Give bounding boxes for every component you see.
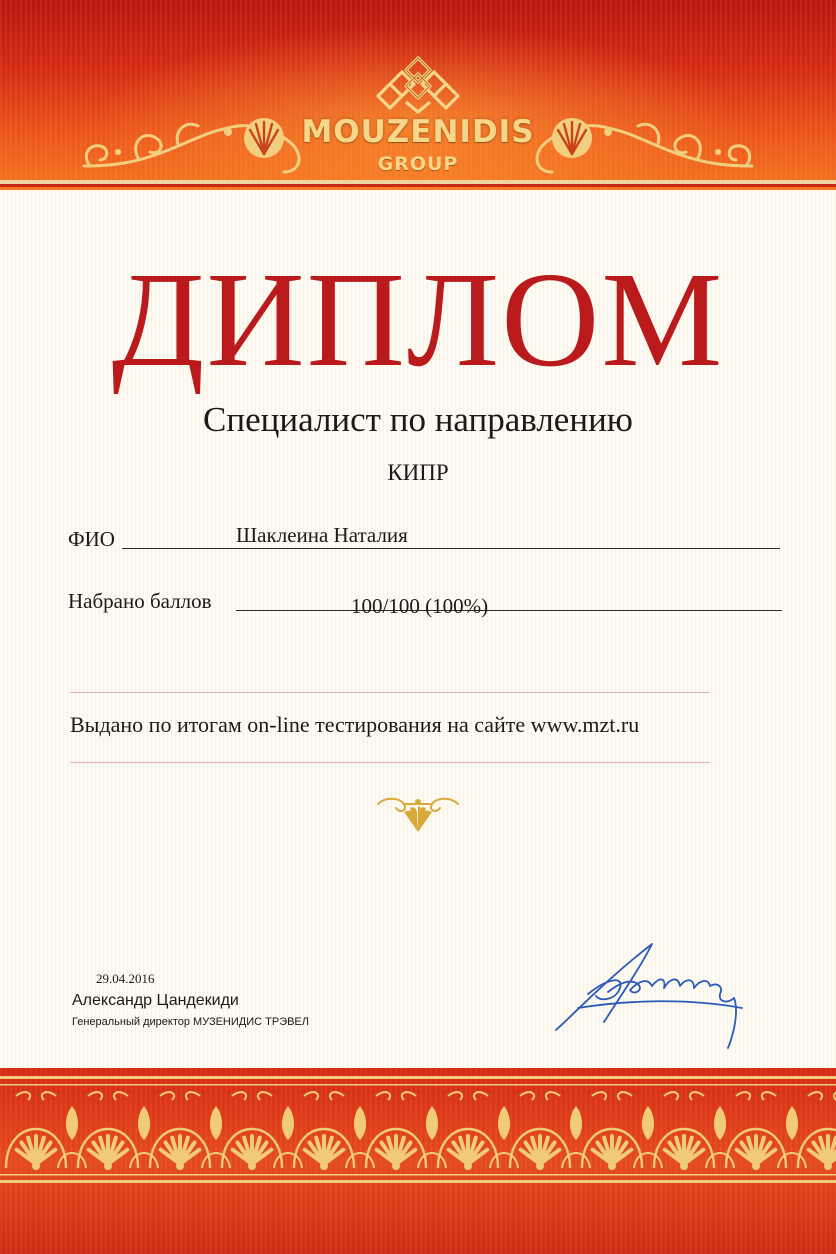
palmette-frieze-icon [0,1076,836,1184]
header-divider-red [0,184,836,187]
header-band [0,0,836,190]
score-underline [236,610,782,611]
diploma-subtitle: Специалист по направлению [203,400,633,439]
diploma-title: ДИПЛОМ [111,245,725,395]
score-value: 100/100 (100%) [351,594,489,618]
scroll-ornament-left-icon [78,92,310,184]
score-label: Набрано баллов [68,589,212,613]
issue-date: 29.04.2016 [96,971,155,986]
brand-name: MOUZENIDIS [301,114,535,150]
name-label: ФИО [68,527,115,551]
destination-name: КИПР [387,460,449,485]
issued-statement: Выдано по итогам on-line тестирования на сайте www.mzt.ru [70,712,640,737]
brand-subtitle: GROUP [377,153,459,175]
issued-bottom-rule [70,762,710,763]
scroll-ornament-right-icon [526,92,758,184]
signatory-position: Генеральный директор МУЗЕНИДИС ТРЭВЕЛ [72,1016,309,1028]
handwritten-signature [548,938,748,1056]
palmette-ornament-icon [374,790,462,836]
name-value: Шаклеина Наталия [236,523,408,547]
endless-knot-icon [372,54,464,116]
name-underline [122,548,780,549]
signatory-name: Александр Цандекиди [72,992,239,1009]
issued-top-rule [70,692,710,693]
